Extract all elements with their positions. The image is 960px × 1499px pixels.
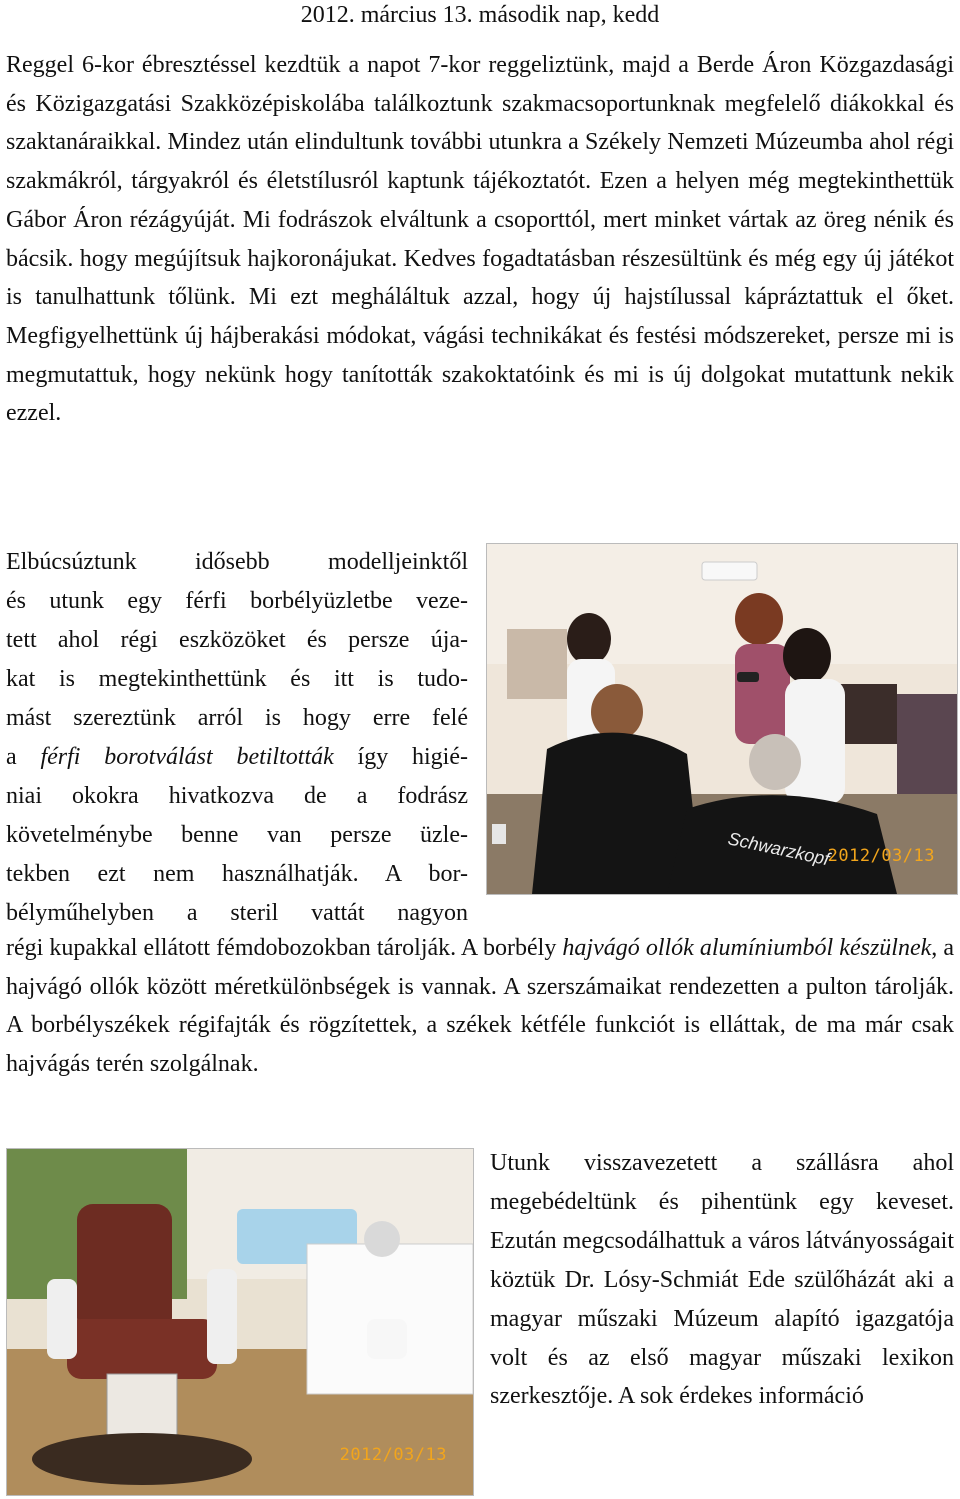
paragraph-farewell-column [6, 543, 468, 933]
paragraph-barber [6, 929, 954, 1084]
text-line: és utunk egy férfi borbélyüzletbe veze- [6, 588, 468, 614]
salon-photo [486, 543, 958, 895]
paragraph-morning: Reggel 6-kor ébresztéssel kezdtük a napot 7-kor reggeliztünk, majd a Berde Áron Közgazdasági és Közigazgatási Szakközépiskolába találkoztunk szakmacsoportunknak megfelelő diákokkal és szaktanáraikkal. Mindez után elindultunk további utunkra a Székely Nemzeti Múzeumba ahol régi szakmákról, tárgyakról és életstílusról kaptunk tájékoztatót. Ezen a helyen még megtekinthettük Gábor Áron rézágyúját. Mi fodrászok elváltunk a csoporttól, mert minket vártak az öreg nénik és bácsik. hogy megújítsuk hajkoronájukat. Kedves fogadtatásban részesültünk és még egy új játékot is tanulhattunk tőlünk. Mi ezt megháláltuk azzal, hogy új hajstílussal kápráztattuk el őket. Megfigyelhettünk új hájberakási módokat, vágási technikákat és festési módszereket, persze mi is megmutattuk, hogy nekünk hogy tanították szakoktatóink és mi is új dolgokat mutattunk nekik ezzel. [6, 52, 954, 427]
text-line: követelménybe benne van persze üzle- [6, 822, 468, 848]
text-line: mást szereztünk arról is hogy erre felé [6, 705, 468, 731]
text-line: niai okokra hivatkozva de a fodrász [6, 783, 468, 809]
date-stamp: 2012/03/13 [827, 846, 935, 866]
text-run: , a hajvágó ollók között méretkülönbségek is vannak. A szerszámaikat rendezetten a pulton tárolják. A borbélyszékek régifajták és rögzítettek, a székek kétféle funkciót is elláttak, de ma már csak hajvágás terén szolgálnak. [6, 935, 955, 1078]
text-line: tekben ezt nem használhatják. A bor- [6, 861, 468, 887]
barber-chair-photo [6, 1148, 474, 1496]
italic-phrase: férfi borotválást betiltották [40, 744, 334, 770]
page-title: 2012. március 13. második nap, kedd [300, 2, 660, 28]
text-line [6, 738, 468, 777]
text-line: bélyműhelyben a steril vattát nagyon [6, 900, 468, 926]
text-line: tett ahol régi eszközöket és persze úja- [6, 627, 468, 653]
paragraph-return: Utunk visszavezetett a szállásra ahol megebédeltünk és pihentünk egy keveset. Ezután megcsodálhattuk a város látványosságait köztük Dr. Lósy-Schmiát Ede szülőházát aki a magyar műszaki Múzeum alapító igazgatója volt és az első magyar műszaki lexikon szerkesztője. A sok érdekes információ [490, 1150, 954, 1410]
text-line: Elbúcsúztunk idősebb modelljeinktől [6, 549, 468, 575]
cape-brand-text: Schwarzkopf [726, 828, 832, 870]
italic-phrase: hajvágó ollók alumíniumból készülnek [562, 935, 932, 961]
text-line: kat is megtekinthettünk és itt is tudo- [6, 666, 468, 692]
text-run: régi kupakkal ellátott fémdobozokban tárolják. A borbély [6, 935, 563, 961]
salon-photo-illustration [487, 544, 957, 894]
barber-photo-illustration [7, 1149, 473, 1495]
text-run: a [6, 744, 41, 770]
text-run: így higié- [333, 744, 468, 770]
date-stamp: 2012/03/13 [339, 1445, 447, 1465]
